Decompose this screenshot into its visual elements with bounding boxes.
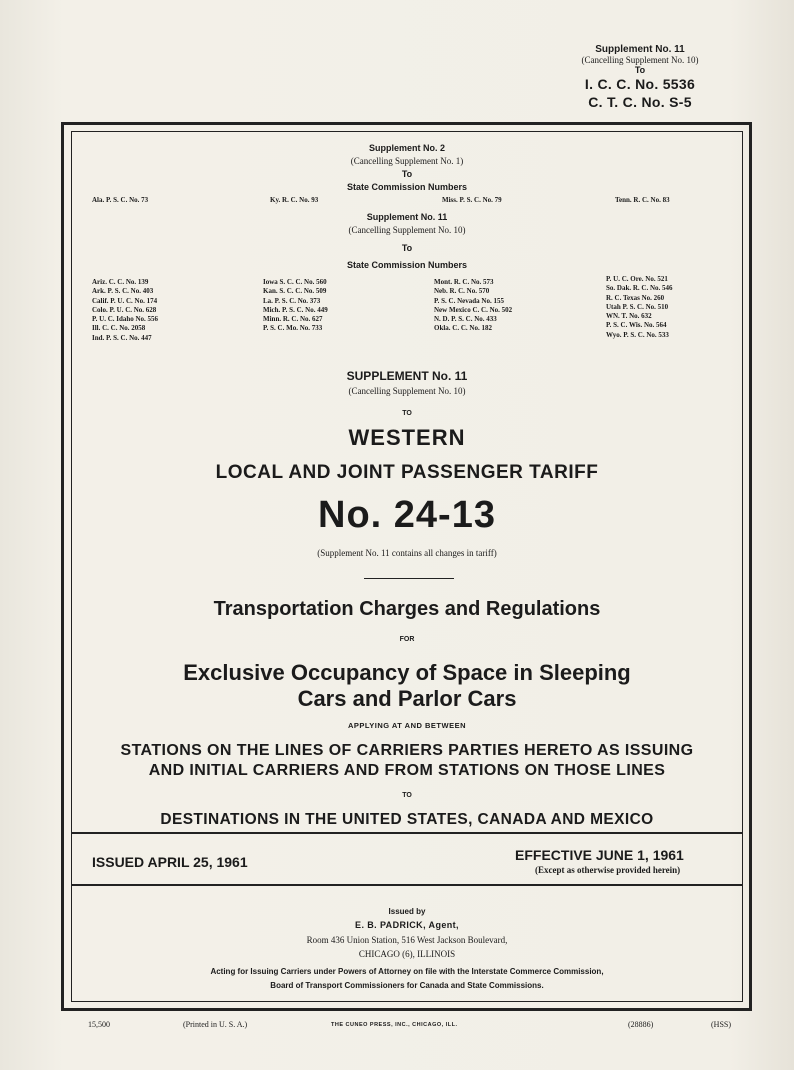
commission-number: P. U. C. Idaho No. 556 <box>92 315 159 324</box>
title-stations-line: STATIONS ON THE LINES OF CARRIERS PARTIES HERETO AS ISSUING <box>120 742 694 759</box>
header-to: To <box>634 65 646 75</box>
commission-number: Mont. R. C. No. 573 <box>434 278 494 286</box>
printed-in-usa: (Printed in U. S. A.) <box>183 1020 248 1029</box>
divider-line <box>71 884 743 886</box>
header-block <box>540 44 740 111</box>
commission-number: Utah P. S. C. No. 510 <box>606 302 669 311</box>
issuer-name: E. B. PADRICK, Agent, <box>355 920 459 930</box>
commission-number: Wyo. P. S. C. No. 533 <box>606 330 669 339</box>
commission-number: R. C. Texas No. 260 <box>606 293 665 302</box>
commission-number: Neb. R. C. No. 570 <box>434 287 490 296</box>
title-stations <box>71 741 743 781</box>
commission-number: La. P. S. C. No. 373 <box>263 296 321 305</box>
commission-number: P. S. C. Nevada No. 155 <box>434 296 504 305</box>
commission-number: Ark. P. S. C. No. 403 <box>92 287 154 296</box>
state1-item: Miss. P. S. C. No. 79 <box>442 196 502 204</box>
commission-number: Calif. P. U. C. No. 174 <box>92 296 158 305</box>
effective-exception-note: (Except as otherwise provided herein) <box>535 865 681 875</box>
state1-heading: State Commission Numbers <box>346 182 468 192</box>
commission-column-3 <box>434 278 512 334</box>
acting-statement: Acting for Issuing Carriers under Powers of Attorney on file with the Interstate Commerce Commission, <box>210 967 604 976</box>
header-supplement: Supplement No. 11 <box>595 44 685 55</box>
state2-to: To <box>401 243 413 253</box>
commission-number: Colo. P. U. C. No. 628 <box>92 305 157 314</box>
title-applying: APPLYING AT AND BETWEEN <box>347 721 467 730</box>
header-ctc-number: C. T. C. No. S-5 <box>588 94 692 110</box>
header-icc-number: I. C. C. No. 5536 <box>584 76 696 92</box>
state1-cancelling: (Cancelling Supplement No. 1) <box>350 156 464 166</box>
state1-supplement: Supplement No. 2 <box>368 143 445 153</box>
issued-by-label: Issued by <box>388 907 426 916</box>
title-western: WESTERN <box>348 425 466 450</box>
title-to-2: TO <box>402 792 412 799</box>
commission-column-1 <box>92 278 158 343</box>
commission-number: P. S. C. Mo. No. 733 <box>263 324 323 333</box>
title-cancelling: (Cancelling Supplement No. 10) <box>348 386 466 396</box>
commission-number: So. Dak. R. C. No. 546 <box>606 284 673 293</box>
separator-rule <box>364 578 454 579</box>
document-initials: (HSS) <box>711 1020 732 1029</box>
issuer-city: CHICAGO (6), ILLINOIS <box>358 949 456 959</box>
header-cancelling: (Cancelling Supplement No. 10) <box>581 55 699 65</box>
title-destinations: DESTINATIONS IN THE UNITED STATES, CANADA AND MEXICO <box>160 811 654 828</box>
acting-statement: Board of Transport Commissioners for Canada and State Commissions. <box>270 981 544 990</box>
commission-number: Okla. C. C. No. 182 <box>434 324 492 333</box>
commission-number: P. S. C. Wis. No. 564 <box>606 321 667 330</box>
state1-to: To <box>401 169 413 179</box>
issued-date: ISSUED APRIL 25, 1961 <box>92 854 248 870</box>
commission-number: Ill. C. C. No. 2058 <box>92 324 146 333</box>
tariff-number: No. 24-13 <box>318 494 496 536</box>
effective-date: EFFECTIVE JUNE 1, 1961 <box>515 847 684 863</box>
title-supplement: SUPPLEMENT No. 11 <box>346 369 468 383</box>
title-stations-line: AND INITIAL CARRIERS AND FROM STATIONS ON THOSE LINES <box>148 762 666 779</box>
print-count: 15,500 <box>88 1020 110 1029</box>
title-transportation: Transportation Charges and Regulations <box>213 598 601 620</box>
state1-item: Tenn. R. C. No. 83 <box>615 196 670 204</box>
commission-number: Ariz. C. C. No. 139 <box>92 278 149 286</box>
commission-column-2 <box>263 278 328 334</box>
printer-name: THE CUNEO PRESS, INC., CHICAGO, ILL. <box>331 1022 458 1028</box>
title-for: FOR <box>399 636 415 643</box>
commission-number: Mich. P. S. C. No. 449 <box>263 305 328 314</box>
title-contains-note: (Supplement No. 11 contains all changes in tariff) <box>317 548 497 558</box>
title-exclusive-line: Cars and Parlor Cars <box>297 686 517 711</box>
title-exclusive-occupancy <box>71 660 743 712</box>
document-code: (28886) <box>628 1020 654 1029</box>
commission-number: N. D. P. S. C. No. 433 <box>434 315 497 324</box>
issuer-address: Room 436 Union Station, 516 West Jackson Boulevard, <box>306 935 508 945</box>
state2-heading: State Commission Numbers <box>346 260 468 270</box>
divider-line <box>71 832 743 834</box>
title-to: TO <box>402 410 412 417</box>
title-exclusive-line: Exclusive Occupancy of Space in Sleeping <box>183 660 631 685</box>
title-local-joint: LOCAL AND JOINT PASSENGER TARIFF <box>215 462 599 483</box>
commission-number: Minn. R. C. No. 627 <box>263 315 323 324</box>
commission-number: WN. T. No. 632 <box>606 312 652 321</box>
state2-cancelling: (Cancelling Supplement No. 10) <box>348 225 466 235</box>
commission-number: Iowa S. C. C. No. 560 <box>263 278 327 286</box>
state2-supplement: Supplement No. 11 <box>366 212 448 222</box>
state1-item: Ala. P. S. C. No. 73 <box>92 196 149 204</box>
commission-number: P. U. C. Ore. No. 521 <box>606 275 668 283</box>
commission-number: New Mexico C. C. No. 502 <box>434 305 513 314</box>
commission-column-4 <box>606 275 673 340</box>
commission-number: Kan. S. C. C. No. 509 <box>263 287 327 296</box>
commission-number: Ind. P. S. C. No. 447 <box>92 333 152 342</box>
state1-item: Ky. R. C. No. 93 <box>270 196 319 204</box>
